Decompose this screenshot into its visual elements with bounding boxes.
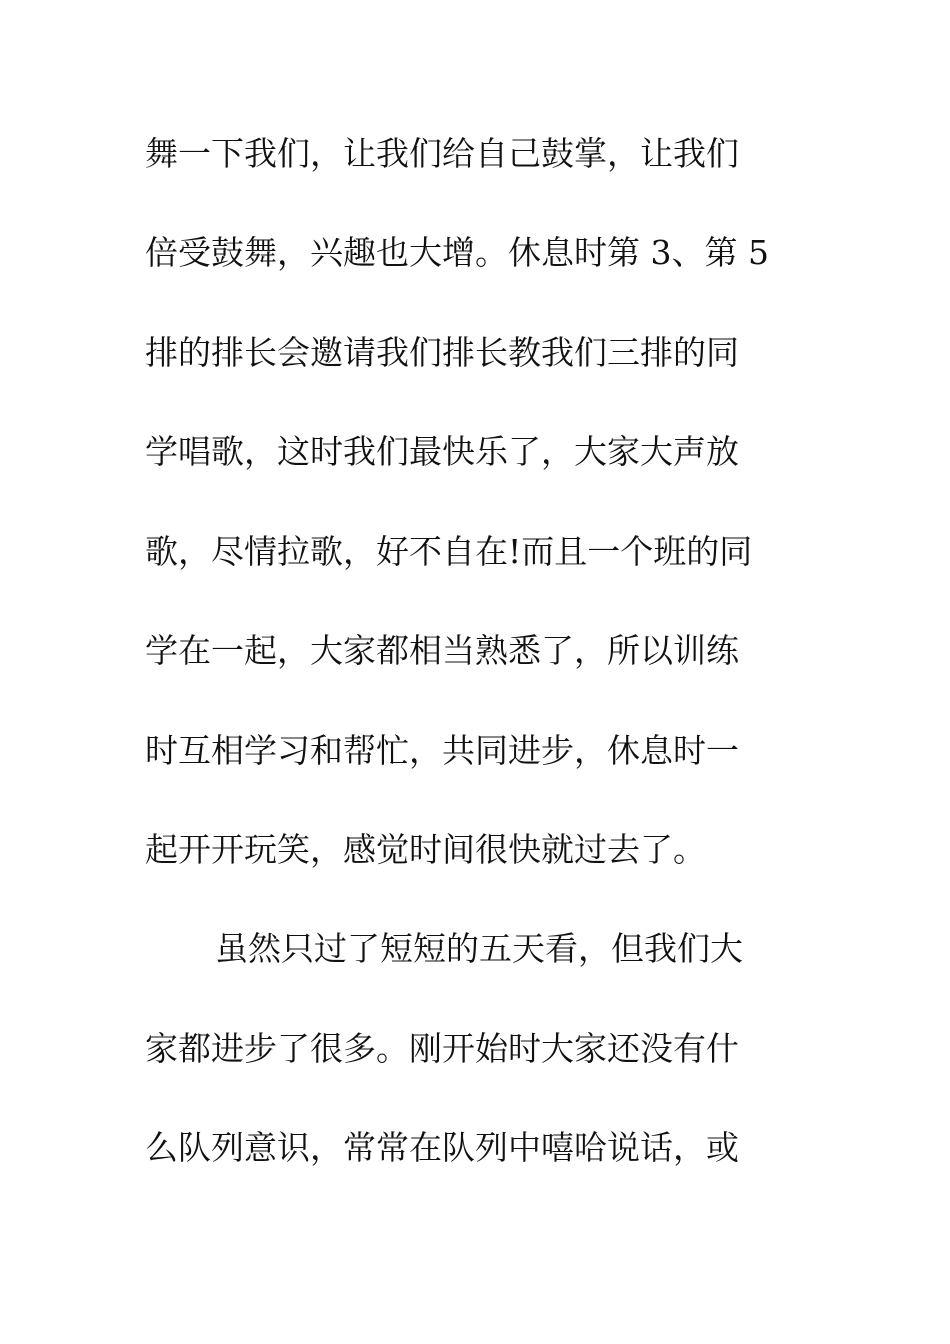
- text-line-5: 歌，尽情拉歌，好不自在!而且一个班的同: [145, 532, 753, 571]
- text-line-2: 倍受鼓舞，兴趣也大增。休息时第 3、第 5: [145, 233, 769, 272]
- text-line-10: 家都进步了很多。刚开始时大家还没有什: [145, 1029, 739, 1068]
- text-line-4: 学唱歌，这时我们最快乐了，大家大声放: [145, 432, 739, 471]
- text-line-11: 么队列意识，常常在队列中嘻哈说话，或: [145, 1128, 739, 1167]
- text-line-1: 舞一下我们，让我们给自己鼓掌，让我们: [145, 134, 739, 173]
- text-line-6: 学在一起，大家都相当熟悉了，所以训练: [145, 631, 739, 670]
- paragraph-start-line: 虽然只过了短短的五天看，但我们大: [215, 929, 743, 968]
- text-line-7: 时互相学习和帮忙，共同进步，休息时一: [145, 731, 739, 770]
- text-line-8: 起开开玩笑，感觉时间很快就过去了。: [145, 830, 706, 869]
- text-line-3: 排的排长会邀请我们排长教我们三排的同: [145, 333, 739, 372]
